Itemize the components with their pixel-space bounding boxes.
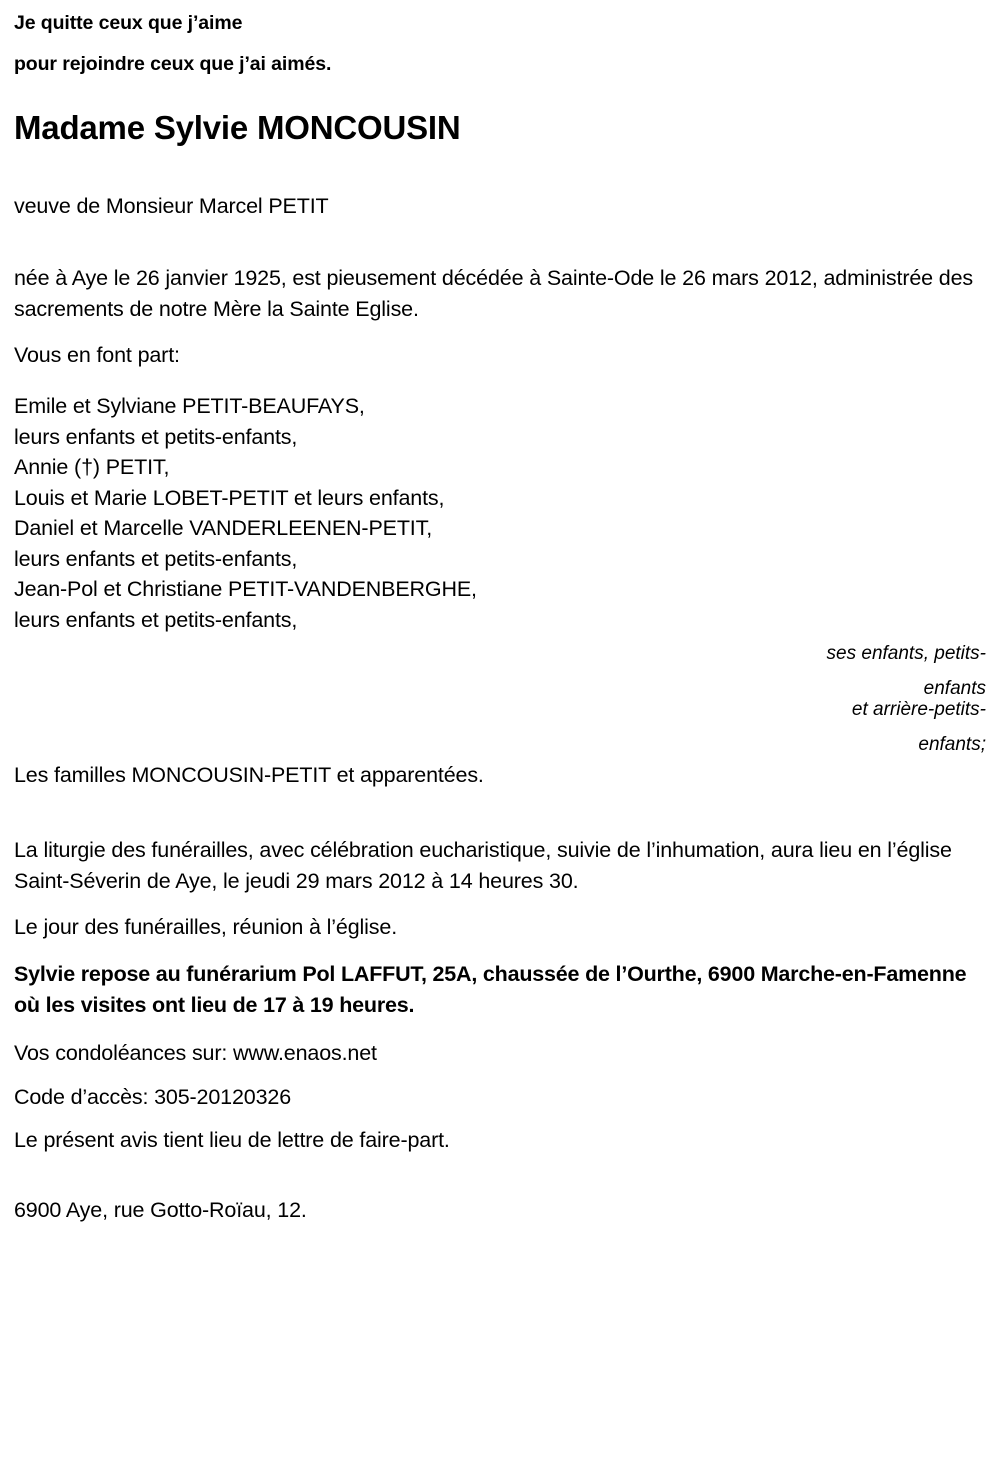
list-item: Jean-Pol et Christiane PETIT-VANDENBERGHE, [14, 577, 477, 602]
notice-content-column [14, 0, 986, 1221]
attribution-line-1: ses enfants, petits- [826, 643, 986, 665]
survivors-attribution [14, 644, 986, 754]
epigraph-line-1: Je quitte ceux que j’aime [14, 12, 243, 34]
announce-intro: Vous en font part: [14, 342, 180, 367]
reunion-line: Le jour des funérailles, réunion à l’église. [14, 915, 398, 940]
legal-note-line: Le présent avis tient lieu de lettre de faire-part. [14, 1128, 450, 1153]
list-item: Annie (†) PETIT, [14, 455, 170, 480]
liturgy-paragraph: La liturgie des funérailles, avec célébration eucharistique, suivie de l’inhumation, aura lieu en l’église Saint-Séverin de Aye, le jeudi 29 mars 2012 à 14 heures 30. [14, 837, 952, 894]
attribution-line-2: enfants [923, 678, 986, 700]
survivors-list [14, 391, 986, 635]
spouse-line: veuve de Monsieur Marcel PETIT [14, 194, 329, 218]
list-item: leurs enfants et petits-enfants, [14, 546, 298, 571]
attribution-line-3: et arrière-petits- [851, 699, 986, 721]
attribution-line-4: enfants; [918, 734, 986, 756]
epigraph [14, 14, 986, 74]
list-item: Daniel et Marcelle VANDERLEENEN-PETIT, [14, 516, 433, 541]
funerarium-paragraph: Sylvie repose au funérarium Pol LAFFUT, 25A, chaussée de l’Ourthe, 6900 Marche-en-Famenne où les visites ont lieu de 17 à 19 heures. [14, 961, 967, 1017]
list-item: Louis et Marie LOBET-PETIT et leurs enfants, [14, 485, 445, 510]
list-item: leurs enfants et petits-enfants, [14, 607, 298, 632]
families-line: Les familles MONCOUSIN-PETIT et apparentées. [14, 763, 484, 788]
deceased-name: Madame Sylvie MONCOUSIN [14, 109, 461, 146]
condolences-line: Vos condoléances sur: www.enaos.net [14, 1041, 377, 1066]
epigraph-line-2: pour rejoindre ceux que j’ai aimés. [14, 52, 332, 75]
address-line: 6900 Aye, rue Gotto-Roïau, 12. [14, 1197, 307, 1222]
list-item: leurs enfants et petits-enfants, [14, 424, 298, 449]
birth-death-paragraph: née à Aye le 26 janvier 1925, est pieusement décédée à Sainte-Ode le 26 mars 2012, administrée des sacrements de notre Mère la Sainte Eglise. [14, 265, 974, 321]
list-item: Emile et Sylviane PETIT-BEAUFAYS, [14, 394, 365, 419]
access-code-line: Code d’accès: 305-20120326 [14, 1084, 292, 1109]
